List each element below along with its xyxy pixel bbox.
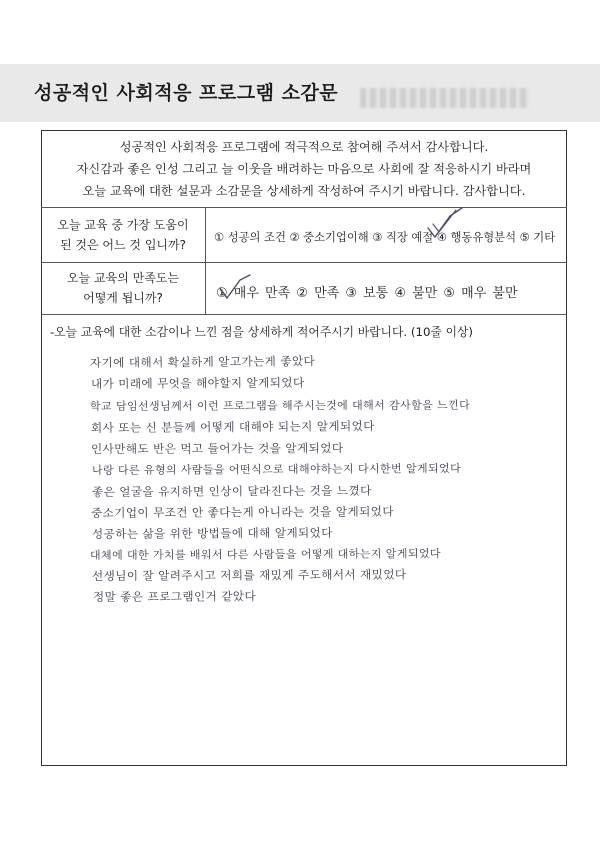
question-2-options[interactable]: ① 매우 만족 ② 만족 ③ 보통 ④ 불만 ⑤ 매우 불만	[216, 286, 518, 301]
divider	[205, 262, 206, 314]
question-1	[41, 215, 205, 255]
handwritten-line: 내가 미래에 무엇을 해야할지 알게되었다	[90, 375, 305, 391]
handwritten-line: 선생님이 잘 알려주시고 저희를 재밌게 주도해서서 재밌었다	[91, 567, 407, 583]
question-1-line-2: 된 것은 어느 것 입니까?	[60, 238, 186, 252]
handwritten-line: 학교 담임선생님께서 이런 프로그램을 해주시는것에 대해서 감사함을 느낀다	[89, 398, 471, 413]
redacted-name-block	[360, 88, 530, 108]
handwritten-line: 정말 좋은 프로그램인거 같았다	[92, 589, 257, 604]
divider	[41, 314, 567, 315]
handwritten-line: 자기에 대해서 확실하게 알고가는게 좋았다	[89, 354, 316, 370]
handwritten-line: 중소기업이 무조건 안 좋다는게 아니라는 것을 알게되었다	[90, 504, 394, 520]
question-1-line-1: 오늘 교육 중 가장 도움이	[57, 218, 189, 232]
question-2-line-2: 어떻게 됩니까?	[83, 291, 163, 305]
page-title: 성공적인 사회적응 프로그램 소감문	[34, 82, 339, 104]
intro-line-1: 성공적인 사회적응 프로그램에 적극적으로 참여해 주셔서 감사합니다.	[119, 140, 489, 154]
divider	[205, 207, 206, 262]
question-2	[41, 268, 205, 308]
divider	[41, 207, 567, 208]
handwritten-line: 인사만해도 반은 먹고 들어가는 것을 알게되었다	[90, 441, 344, 456]
handwritten-line: 성공하는 삶을 위한 방법들에 대해 알게되었다	[91, 525, 333, 541]
question-1-options[interactable]: ① 성공의 조건 ② 중소기업이해 ③ 직장 예절 ④ 행동유형분석 ⑤ 기타	[214, 231, 556, 244]
question-2-line-1: 오늘 교육의 만족도는	[67, 271, 179, 285]
essay-prompt: -오늘 교육에 대한 소감이나 느낀 점을 상세하게 적어주시기 바랍니다. (10줄 이상)	[50, 325, 473, 339]
intro-line-3: 오늘 교육에 대한 설문과 소감문을 상세하게 작성하여 주시기 바랍니다. 감사합니다.	[82, 184, 526, 198]
check-mark-q2	[214, 274, 254, 302]
handwritten-line: 좋은 얼굴을 유지하면 인상이 달라진다는 것을 느꼈다	[91, 483, 372, 499]
handwritten-line: 나랑 다른 유형의 사람들을 어떤식으로 대해야하는지 다시한번 알게되었다	[91, 462, 462, 477]
handwritten-line: 대체에 대한 가치를 배워서 다른 사람들을 어떻게 대하는지 알게되었다	[89, 547, 441, 562]
intro-text	[41, 136, 567, 202]
handwritten-line: 회사 또는 신 분들께 어떻게 대해야 되는지 알게되었다	[90, 419, 375, 435]
check-mark-q1	[420, 206, 468, 242]
intro-line-2: 자신감과 좋은 인성 그리고 늘 이웃을 배려하는 마음으로 사회에 잘 적응하시기 바라며	[76, 162, 532, 176]
divider	[41, 262, 567, 263]
